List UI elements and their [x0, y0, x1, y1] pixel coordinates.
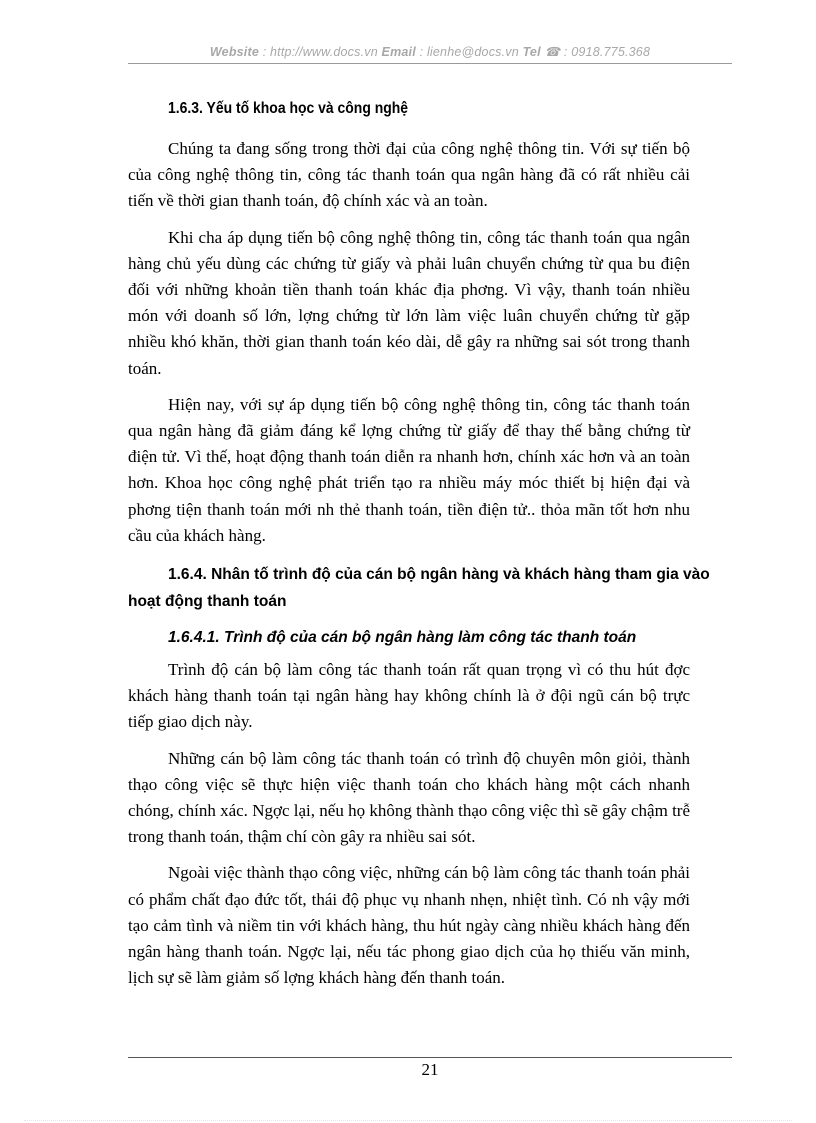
section-164-paragraph: Trình độ cán bộ làm công tác thanh toán rất quan trọng vì có thu hút đợc khách hàng thanh toán tại ngân hàng hay không chính là ở đội ngũ cán bộ trực tiếp giao dịch này.: [128, 660, 690, 732]
tel-value: ☎ : 0918.775.368: [544, 45, 651, 59]
page-bottom-border: [24, 1120, 792, 1121]
page-header: [128, 44, 732, 59]
section-163-paragraph: Hiện nay, với sự áp dụng tiến bộ công nghệ thông tin, công tác thanh toán qua ngân hàng đã giảm đáng kể lợng chứng từ giấy để thay thế bằng chứng từ điện tử. Vì thế, hoạt động thanh toán diễn ra nhanh hơn, chính xác hơn và an toàn hơn. Khoa học công nghệ phát triển tạo ra nhiều máy móc thiết bị hiện đại và phơng tiện thanh toán mới nh thẻ thanh toán, tiền điện tử.. thỏa mãn tốt hơn nhu cầu của khách hàng.: [128, 394, 690, 545]
section-1641-subheading: 1.6.4.1. Trình độ của cán bộ ngân hàng làm công tác thanh toán: [168, 629, 637, 647]
email-value: : lienhe@docs.vn: [419, 45, 519, 59]
website-value: : http://www.docs.vn: [262, 45, 378, 59]
website-label: Website: [209, 45, 259, 59]
section-163-paragraph: Khi cha áp dụng tiến bộ công nghệ thông tin, công tác thanh toán qua ngân hàng chủ yếu dùng các chứng từ giấy và phải luân chuyển chứng từ qua bu điện đối với những khoản tiền thanh toán khác địa phơng. Vì vậy, thanh toán nhiều món với doanh số lớn, lợng chứng từ lớn làm việc luân chuyển chứng từ gặp nhiều khó khăn, thời gian thanh toán kéo dài, dễ gây ra những sai sót trong thanh toán.: [128, 227, 690, 378]
section-163-paragraph: Chúng ta đang sống trong thời đại của công nghệ thông tin. Với sự tiến bộ của công nghệ thông tin, công tác thanh toán qua ngân hàng đã có rất nhiều cải tiến về thời gian thanh toán, độ chính xác và an toàn.: [128, 139, 690, 211]
section-164-heading: 1.6.4. Nhân tố trình độ của cán bộ ngân hàng và khách hàng tham gia vào hoạt động thanh toán: [128, 566, 710, 611]
email-label: Email: [381, 45, 416, 59]
tel-label: Tel: [522, 45, 541, 59]
section-164-paragraph: Ngoài việc thành thạo công việc, những cán bộ làm công tác thanh toán phải có phẩm chất đạo đức tốt, thái độ phục vụ nhanh nhẹn, nhiệt tình. Có nh vậy mới tạo cảm tình và niềm tin với khách hàng, thu hút ngày càng nhiều khách hàng đến ngân hàng thanh toán. Ngợc lại, nếu tác phong giao dịch của họ thiếu văn minh, lịch sự sẽ làm giảm số lợng khách hàng đến thanh toán.: [128, 863, 690, 988]
header-divider: [128, 63, 732, 64]
section-164-paragraph: Những cán bộ làm công tác thanh toán có trình độ chuyên môn giỏi, thành thạo công việc sẽ thực hiện việc thanh toán cho khách hàng một cách nhanh chóng, chính xác. Ngợc lại, nếu họ không thành thạo công việc thì sẽ gây chậm trễ trong thanh toán, thậm chí còn gây ra nhiều sai sót.: [128, 748, 690, 847]
footer-divider: [128, 1057, 732, 1058]
section-163-heading: 1.6.3. Yếu tố khoa học và công nghệ: [168, 100, 409, 117]
document-body: [128, 96, 730, 991]
page-number: 21: [421, 1060, 439, 1079]
